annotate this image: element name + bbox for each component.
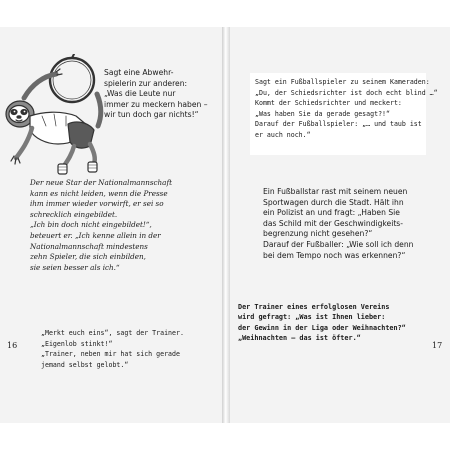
text-line: „Ich bin doch nicht eingebildet!“, [30,220,152,230]
right-joke-3 [238,302,406,344]
sloth-hanging-icon [2,54,114,182]
text-line: Der Trainer eines erfolglosen Vereins [238,303,390,311]
page-number-right: 17 [432,341,443,350]
text-line: kann es nicht leiden, wenn die Presse [30,188,168,198]
text-line: wird gefragt: „Was ist Ihnen lieber: [238,313,386,322]
text-line: Kommt der Schiedsrichter und meckert: [255,99,402,108]
text-line: „Was die Leute nur [104,89,176,99]
text-line: schrecklich eingebildet. [30,209,118,219]
text-line: Darauf der Fußballer: „Wie soll ich denn [263,239,414,249]
text-line: bei dem Tempo noch was erkennen?“ [263,250,406,260]
text-line: er auch noch.“ [255,130,311,139]
left-joke-3 [41,328,184,370]
book-gutter [222,27,230,423]
text-line: Sagt eine Abwehr- [104,68,174,77]
text-line: Ein Fußballstar rast mit seinem neuen [263,187,408,196]
right-joke-2 [263,187,413,261]
text-line: ihm immer wieder vorwirft, er sei so [30,199,164,209]
text-line: Sportwagen durch die Stadt. Hält ihn [263,197,404,207]
text-line: sie seien besser als ich.“ [30,262,120,272]
text-line: ein Polizist an und fragt: „Haben Sie [263,208,400,218]
text-line: Sagt ein Fußballspieler zu seinem Kameraden: [255,78,430,86]
right-joke-1 [255,77,438,141]
text-line: begrenzung nicht gesehen?“ [263,229,373,239]
text-line: der Gewinn in der Liga oder Weihnachten?“ [238,323,406,332]
text-line: wir tun doch gar nichts!“ [104,110,199,120]
text-line: „Trainer, neben mir hat sich gerade [41,350,180,359]
left-joke-2 [30,178,172,273]
text-line: „Du, der Schiedsrichter ist doch echt blind …“ [255,88,438,97]
text-line: Nationalmannschaft mindestens [30,241,148,251]
text-line: „Eigenlob stinkt!“ [41,339,113,348]
text-line: zehn Spieler, die sich einbilden, [30,252,146,262]
text-line: Darauf der Fußballspieler: „… und taub ist [255,120,422,129]
text-line: „Was haben Sie da gerade gesagt?!“ [255,109,390,118]
text-line: das Schild mit der Geschwindigkeits- [263,218,403,228]
text-line: jemand selbst gelobt.“ [41,360,129,369]
text-line: „Merkt euch eins“, sagt der Trainer. [41,329,184,337]
text-line: Der neue Star der Nationalmannschaft [30,178,173,187]
page-number-left: 16 [7,341,18,350]
left-joke-1 [104,68,208,121]
text-line: immer zu meckern haben – [104,99,208,109]
text-line: spielerin zur anderen: [104,78,188,88]
text-line: beteuert er. „Ich kenne allein in der [30,230,161,240]
text-line: „Weihnachten – das ist öfter.“ [238,334,361,343]
